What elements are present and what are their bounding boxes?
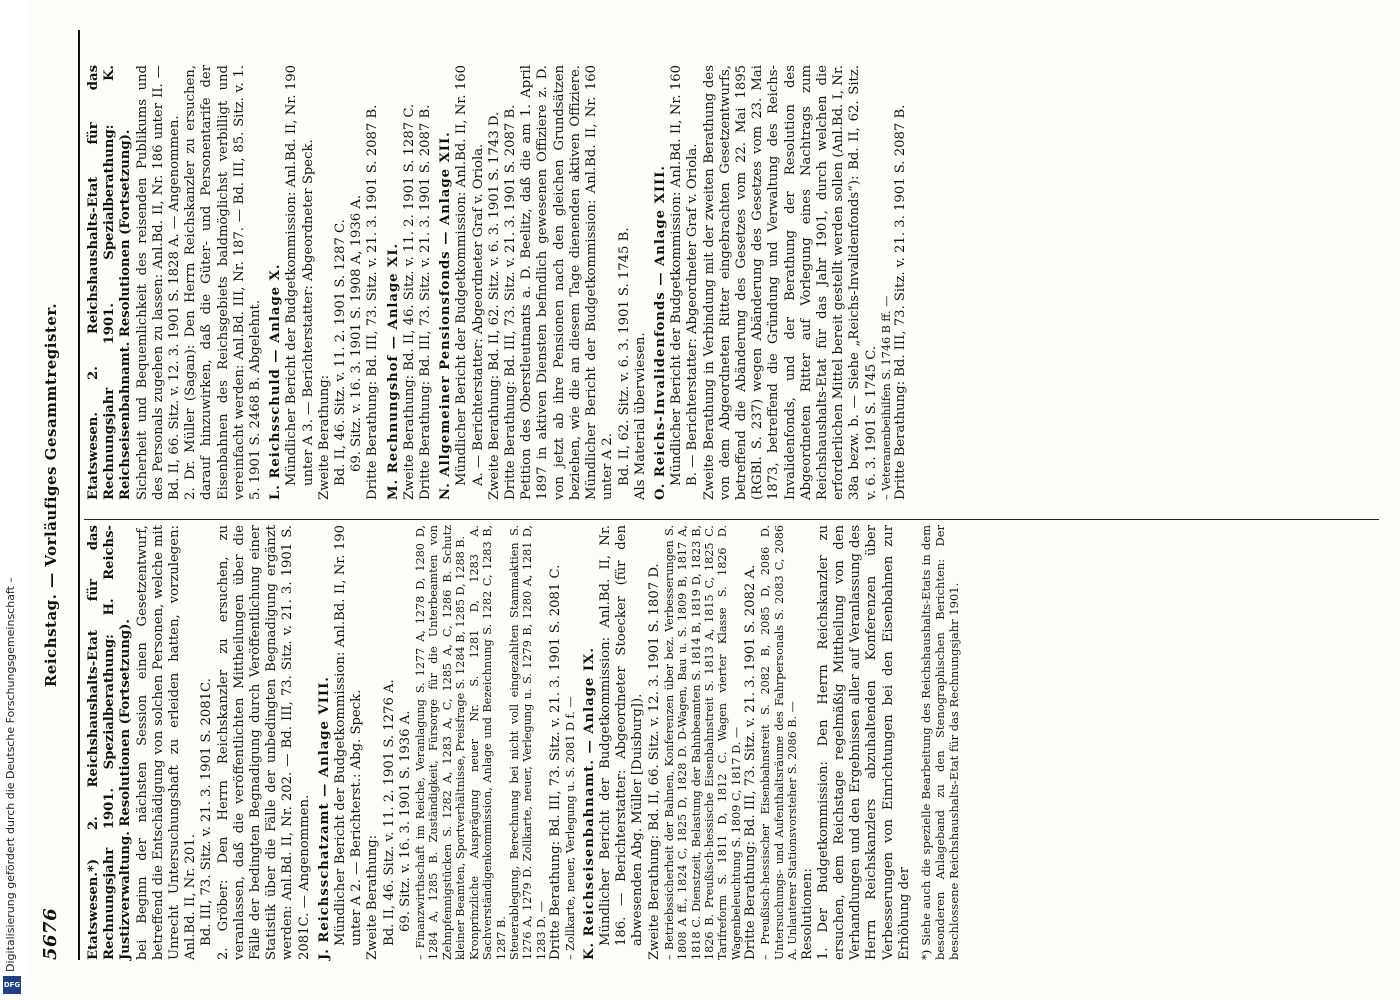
text-paragraph: Dritte Berathung: Bd. III, 73. Sitz. v. 21. 3. 1901 S. 2081 C.	[548, 564, 564, 960]
text-paragraph: 1. Der Budgetkommission: Den Herrn Reichskanzler zu ersuchen, dem Reichstage regelmäßig Mittheilung von den Verhandlungen und den Ergebnissen aller auf Veranlassung des Herrn Reichskanzlers abzuhaltenden Konferenzen über Verbesserungen von Einrichtungen bei den Eisenbahnen zur Erhöhung der	[815, 525, 912, 960]
text-paragraph: – Finanzwirthschaft im Reiche, Veranlagung S. 1277 A, 1278 D, 1280 D, 1284 A, 1285 B. Zuständigkeit, Fürsorge für die Unterbeamten von Zehnpfennigstücken S. 1282 A, 1283 A, C, 1285 A, C, 1286 B. Schutz kleiner Beamten, Sportverhältnisse, Preisfrage S. 1284 B, 1285 D, 1288 B.	[414, 525, 468, 960]
text-paragraph: – Zollkarte, neuer, Verlegung u. S. 2081 D f. —	[564, 696, 578, 960]
text-paragraph: Zweite Berathung:	[316, 374, 332, 500]
text-paragraph: K. Reichseisenbahnamt. — Anlage IX.	[581, 647, 597, 960]
text-paragraph: Zweite Berathung: Bd. II, 62. Sitz. v. 6. 3. 1901 S. 1743 D.	[486, 111, 502, 500]
text-paragraph: Mündlicher Bericht der Budgetkommission: Anl.Bd. II, Nr. 160 B. — Berichterstatter: Abgeordneter Graf v. Oriola.	[669, 65, 701, 486]
text-paragraph: – Betriebssicherheit der Bahnen, Konferenzen über bez. Verbesserungen S. 1808 A ff., 1824 C, 1825 D, 1828 D. D-Wagen, Bau u. S. 1809 B, 1817 A, 1818 C. Dienstzeit, Belastung der Bahnbeamten S. 1814 B, 1819 D, 1823 B, 1826 B. Preußisch-hessische Eisenbahnstreit S. 1813 A, 1815 C, 1825 C. Tarifreform S. 1811 D, 1812 C. Wagen vierter Klasse S. 1826 D. Wagenbeleuchtung S. 1809 C, 1817 D. —	[662, 525, 743, 960]
text-paragraph: Bd. II, 46. Sitz. v. 11. 2. 1901 S. 1276 A.	[381, 679, 397, 946]
page-title: Reichstag. — Vorläufiges Gesammtregister.	[42, 302, 60, 688]
text-paragraph: *) Siehe auch die spezielle Bearbeitung des Reichshaushalts-Etats in dem besonderen Anlageband zu den Stenographischen Berichten: Der beschlossene Reichshaushalts-Etat für das Rechnungsjahr 1901.	[919, 525, 962, 960]
text-paragraph: Bd. II, 46. Sitz. v. 11. 2. 1901 S. 1287 C.	[333, 219, 349, 486]
text-paragraph: Etatswesen. 2. Reichshaushalts-Etat für das Rechnungsjahr 1901. Spezialberathung: K. Reichseisenbahnamt. Resolutionen (Fortsetzung).	[86, 65, 134, 500]
text-paragraph: Bd. II, 62. Sitz. v. 6. 3. 1901 S. 1745 B.	[616, 227, 632, 486]
text-paragraph: – Veteranenbeihilfen S. 1746 B ff. —	[879, 295, 893, 500]
text-paragraph: N. Allgemeiner Pensionsfonds — Anlage XII.	[438, 131, 454, 500]
text-paragraph: Etatswesen.*) 2. Reichshaushalts-Etat für das Rechnungsjahr 1901. Spezialberathung: H. Reichs-Justizverwaltung. Resolutionen (Fortsetzung).	[86, 525, 134, 960]
text-paragraph: Bd. III, 73. Sitz. v. 21. 3. 1901 S. 2081C.	[199, 678, 215, 946]
page-number: 5676	[40, 907, 61, 960]
text-paragraph: Petition des Oberstleutnants a. D. Beelitz, daß die am 1. April 1897 in aktiven Diensten befindlich gewesenen Offiziere z. D. von jetzt ab ihre Pensionen nach den gleichen Grundsätzen beziehen, wie die an diesem Tage dienenden aktiven Offiziere. Mündlicher Bericht der Budgetkommission: Anl.Bd. II, Nr. 160 unter A 2.	[519, 65, 616, 500]
dfg-logo-icon: DFG	[3, 976, 21, 994]
page-header	[36, 30, 66, 960]
digitization-credit: Digitalisierung gefördert durch die Deutsche Forschungsgemeinschaft –	[4, 577, 17, 972]
scan-credit-strip	[0, 0, 24, 1000]
text-paragraph: Mündlicher Bericht der Budgetkommission: Anl.Bd. II, Nr. 160 A. — Berichterstatter: Abgeordneter Graf v. Oriola.	[454, 65, 486, 486]
text-paragraph: Zweite Berathung: Bd. II, 66. Sitz. v. 12. 3. 1901 S. 1807 D.	[646, 563, 662, 960]
text-paragraph: Als Material überwiesen.	[632, 332, 648, 500]
text-paragraph: Mündlicher Bericht der Budgetkommission: Anl.Bd. II, Nr. 186. — Berichterstatter: Abgeordneter Stoecker (für den abwesenden Abg. Müller [Duisburg]).	[597, 525, 646, 946]
text-paragraph: Zweite Berathung:	[365, 834, 381, 960]
text-paragraph: L. Reichsschuld — Anlage X.	[268, 263, 284, 500]
right-column	[86, 65, 909, 500]
rotated-page	[28, 0, 1397, 1000]
text-paragraph: J. Reichsschatzamt — Anlage VIII.	[316, 676, 332, 960]
text-paragraph: Mündlicher Bericht der Budgetkommission: Anl.Bd. II, Nr. 190 unter A 2. — Berichterst.: Abg. Speck.	[333, 525, 365, 946]
text-paragraph: Kronprinzliche Ausprägung neuer Nr. S. 1281 D, 1283 A. Sachverständigenkommission, Anlage und Bezeichnung S. 1282 C, 1283 B, 1287 B.	[467, 525, 508, 960]
scanned-page	[28, 0, 1397, 1000]
text-paragraph: Dritte Berathung: Bd. III, 73. Sitz. v. 21. 3. 1901 S. 2087 B.	[893, 104, 909, 500]
text-paragraph: 2. Gröber: Den Herrn Reichskanzler zu ersuchen, zu veranlassen, daß die veröffentlichten Mittheilungen über die Fälle der bedingten Begnadigung durch Veröffentlichung einer Statistik über die Fälle der unbedingten Begnadigung ergänzt werden: Anl.Bd. II, Nr. 202. — Bd. III, 73. Sitz. v. 21. 3. 1901 S. 2081C. — Angenommen.	[215, 525, 312, 960]
text-paragraph: – Preußisch-hessischer Eisenbahnstreit S. 2082 B, 2085 D, 2086 D. Untersuchungs- und Aufenthaltsräume des Fahrpersonals S. 2083 C, 2086 A. Unlauterer Stationsvorsteher S. 2086 B. —	[759, 525, 800, 960]
text-paragraph: Resolutionen:	[799, 868, 815, 960]
text-paragraph: M. Rechnungshof — Anlage XI.	[385, 242, 401, 500]
text-paragraph: 2. Dr. Müller (Sagan): Den Herrn Reichskanzler zu ersuchen, darauf hinzuwirken, daß die Güter- und Personentarife der Eisenbahnen des Reichsgebiets baldmöglichst verbilligt und vereinfacht werden: Anl.Bd. III, Nr. 187. — Bd. III, 85. Sitz. v. 1. 5. 1901 S. 2468 B. Abgelehnt.	[183, 65, 264, 500]
text-paragraph: Steuerablegung, Berechnung bei nicht voll eingezahlten Stammaktien S. 1276 A, 1279 D. Zollkarte, neuer, Verlegung u. S. 1279 B, 1280 A, 1281 D, 1283 D. —	[507, 525, 548, 960]
text-paragraph: Dritte Berathung: Bd. III, 73. Sitz. v. 21. 3. 1901 S. 2082 A.	[743, 564, 759, 960]
text-paragraph: Dritte Berathung: Bd. III, 73. Sitz. v. 21. 3. 1901 S. 2087 B.	[418, 104, 434, 500]
text-paragraph: 69. Sitz. v. 16. 3. 1901 S. 1908 A, 1936 A.	[349, 194, 365, 472]
text-paragraph: Mündlicher Bericht der Budgetkommission: Anl.Bd. II, Nr. 190 unter A 3. — Berichterstatter: Abgeordneter Speck.	[284, 65, 316, 486]
left-column	[86, 525, 961, 960]
text-paragraph: O. Reichs-Invalidenfonds — Anlage XIII.	[652, 165, 668, 500]
text-paragraph: Zweite Berathung in Verbindung mit der zweiten Berathung des von dem Abgeordneten Ritter eingebrachten Gesetzentwurfs, betreffend die Abänderung des Gesetzes vom 22. Mai 1895 (RGBl. S. 237) wegen Abänderung des Gesetzes vom 23. Mai 1873, betreffend die Gründung und Verwaltung des Reichs-Invalidenfonds, und der Berathung der Resolution des Abgeordneten Ritter auf Vorlegung eines Nachtrags zum Reichshaushalts-Etat für das Jahr 1901, durch welchen die erforderlichen Mittel bereit gestellt werden sollen (Anl.Bd. I, Nr. 38a bezw. b. — Siehe „Reichs-Invalidenfonds“): Bd. II, 62. Sitz. v. 6. 3. 1901 S. 1745 C.	[701, 65, 879, 500]
text-paragraph: Dritte Berathung: Bd. III, 73. Sitz. v. 21. 3. 1901 S. 2087 B.	[503, 104, 519, 500]
header-rule	[78, 30, 80, 960]
column-divider	[84, 519, 1379, 520]
text-paragraph: Dritte Berathung: Bd. III, 73. Sitz. v. 21. 3. 1901 S. 2087 B.	[365, 104, 381, 500]
text-paragraph: Zweite Berathung: Bd. II, 46. Sitz. v. 11. 2. 1901 S. 1287 C.	[401, 103, 417, 500]
text-paragraph: bei Beginn der nächsten Session einen Gesetzentwurf, betreffend die Entschädigung von solchen Personen, welche mit Unrecht Untersuchungshaft zu erleiden hatten, vorzulegen: Anl.Bd. II, Nr. 201.	[134, 525, 199, 960]
text-paragraph: 69. Sitz. v. 16. 3. 1901 S. 1936 A.	[397, 710, 413, 932]
text-paragraph: Sicherheit und Bequemlichkeit des reisenden Publikums und des Personals zugehen zu lassen: Anl.Bd. II, Nr. 186 unter II. — Bd. II, 66. Sitz. v. 12. 3. 1901 S. 1828 A. — Angenommen.	[134, 65, 183, 500]
